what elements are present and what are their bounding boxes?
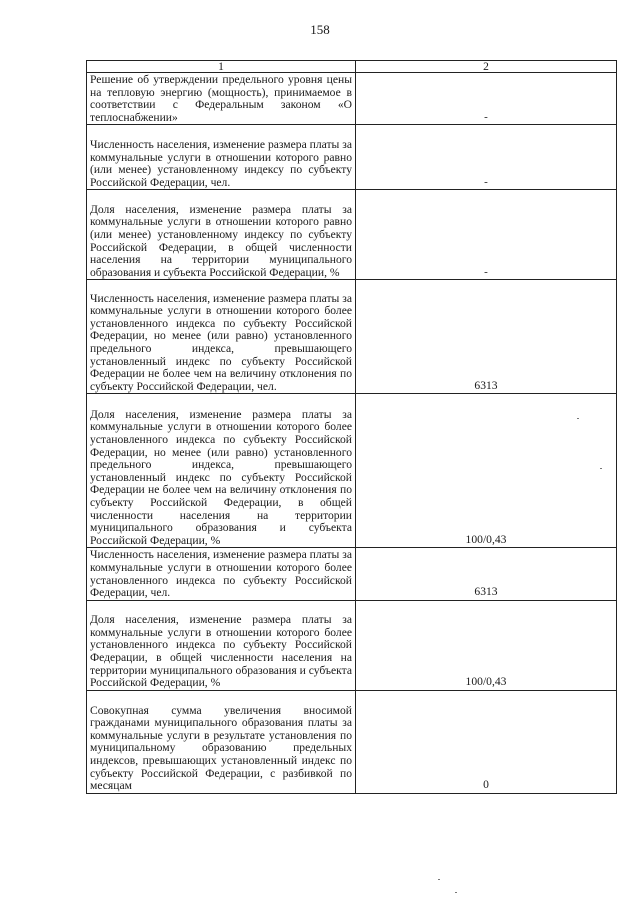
table-row — [87, 73, 617, 125]
row-label: Численность населения, изменение размера платы за коммунальные услуги в отношении которого более установленного индекса по субъекту Российской Федерации, но менее (или равно) установленного предельного индекса, превышающего установленный индекс по субъекту Российской Федерации не более чем на величину отклонения по субъекту Российской Федерации, чел. — [90, 291, 352, 393]
row-value: - — [484, 265, 488, 278]
row-label: Совокупная сумма увеличения вносимой гражданами муниципального образования платы за коммунальные услуги в результате установления по муниципальному образованию предельных индексов, превышающих установленный индекс по субъекту Российской Федерации, с разбивкой по месяцам — [90, 703, 352, 793]
page-number: 158 — [310, 22, 330, 37]
scan-speck — [438, 879, 440, 880]
row-label: Численность населения, изменение размера платы за коммунальные услуги в отношении которого равно (или менее) установленному индексу по субъекту Российской Федерации, чел. — [90, 138, 352, 189]
table-row — [87, 190, 617, 280]
table-row — [87, 690, 617, 793]
row-value: 100/0,43 — [465, 532, 507, 546]
row-label: Доля населения, изменение размера платы за коммунальные услуги в отношении которого более установленного индекса по субъекту Российской Федерации, в общей численности населения на территории муниципального образования и субъекта Российской Федерации, % — [90, 613, 352, 690]
table-row — [87, 600, 617, 690]
column-header-1: 1 — [87, 61, 356, 73]
row-label: Доля населения, изменение размера платы за коммунальные услуги в отношении которого равно (или менее) установленному индексу по субъекту Российской Федерации, в общей численности населения на территории муниципального образования и субъекта Российской Федерации, % — [90, 202, 352, 279]
row-value: 6313 — [474, 378, 498, 392]
scan-speck — [600, 468, 602, 469]
row-value: - — [484, 110, 488, 123]
table-row — [87, 548, 617, 600]
table-header-row — [87, 61, 617, 73]
row-value: - — [484, 175, 488, 188]
indicator-table — [86, 60, 617, 794]
table-row — [87, 394, 617, 548]
table-row — [87, 280, 617, 394]
row-label: Решение об утверждении предельного уровня цены на тепловую энергию (мощность), принимаемое в соответствии с Федеральным законом «О теплоснабжении» — [90, 73, 352, 124]
scan-speck — [455, 892, 457, 893]
column-header-2: 2 — [356, 61, 617, 73]
row-value: 100/0,43 — [465, 675, 507, 689]
table-row — [87, 125, 617, 190]
row-label: Доля населения, изменение размера платы за коммунальные услуги в отношении которого более установленного индекса по субъекту Российской Федерации, но менее (или равно) установленного предельного индекса, превышающего установленный индекс по субъекту Российской Федерации не более чем на величину отклонения по субъекту Российской Федерации, в общей численности населения на территории муниципального образования и субъекта Российской Федерации, % — [90, 407, 352, 547]
row-label: Численность населения, изменение размера платы за коммунальные услуги в отношении которого более установленного индекса по субъекту Российской Федерации, чел. — [90, 548, 352, 600]
row-value: 0 — [483, 778, 489, 792]
scan-speck — [577, 418, 579, 419]
row-value: 6313 — [474, 585, 498, 599]
